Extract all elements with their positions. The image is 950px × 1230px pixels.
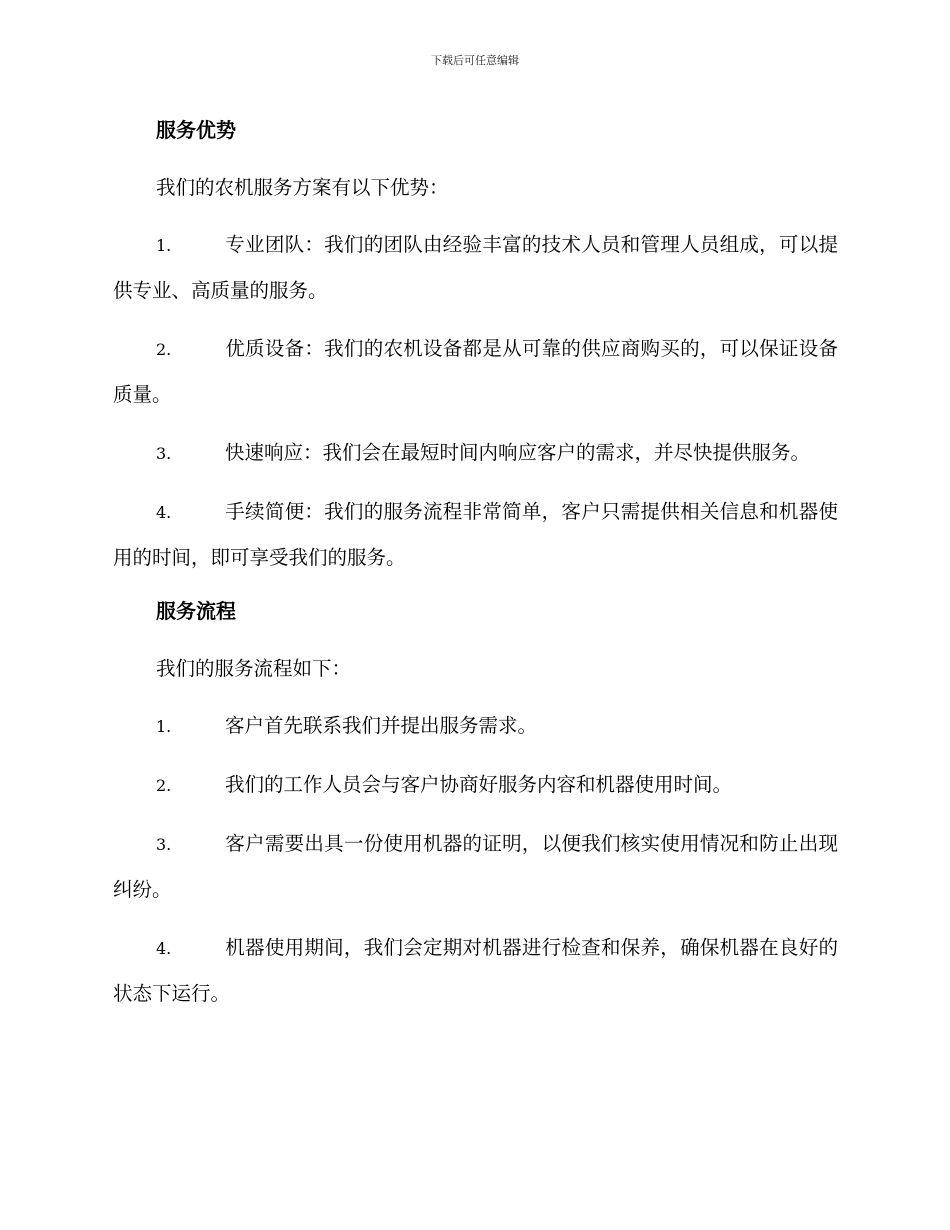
section-heading: 服务流程 bbox=[156, 599, 236, 623]
list-text: 客户首先联系我们并提出服务需求。 bbox=[225, 714, 538, 737]
list-text: 我们的工作人员会与客户协商好服务内容和机器使用时间。 bbox=[225, 773, 733, 796]
list-number: 3. bbox=[156, 444, 172, 463]
advantages-list bbox=[113, 222, 838, 580]
header-note: 下载后可任意编辑 bbox=[431, 54, 519, 67]
list-item bbox=[113, 326, 838, 417]
list-number: 3. bbox=[156, 835, 172, 854]
list-text: 优质设备：我们的农机设备都是从可靠的供应商购买的，可以保证设备质量。 bbox=[113, 337, 838, 406]
list-number: 1. bbox=[156, 236, 172, 255]
list-item bbox=[113, 925, 838, 1016]
list-number: 4. bbox=[156, 503, 172, 522]
section-service-process bbox=[113, 593, 838, 1016]
list-number: 2. bbox=[156, 776, 172, 795]
list-number: 2. bbox=[156, 340, 172, 359]
list-item bbox=[113, 703, 838, 749]
document-body bbox=[113, 112, 838, 1029]
list-item bbox=[113, 222, 838, 313]
list-item bbox=[113, 430, 838, 476]
list-text: 快速响应：我们会在最短时间内响应客户的需求，并尽快提供服务。 bbox=[225, 441, 811, 464]
list-item bbox=[113, 821, 838, 912]
list-text: 客户需要出具一份使用机器的证明，以便我们核实使用情况和防止出现纠纷。 bbox=[113, 832, 838, 901]
list-number: 4. bbox=[156, 939, 172, 958]
section-heading: 服务优势 bbox=[156, 118, 236, 142]
section-intro: 我们的服务流程如下： bbox=[156, 657, 352, 680]
list-item bbox=[113, 762, 838, 808]
list-text: 专业团队：我们的团队由经验丰富的技术人员和管理人员组成，可以提供专业、高质量的服务。 bbox=[113, 233, 838, 302]
list-number: 1. bbox=[156, 717, 172, 736]
section-service-advantages bbox=[113, 112, 838, 580]
list-text: 手续简便：我们的服务流程非常简单，客户只需提供相关信息和机器使用的时间，即可享受我们的服务。 bbox=[113, 500, 838, 569]
list-text: 机器使用期间，我们会定期对机器进行检查和保养，确保机器在良好的状态下运行。 bbox=[113, 936, 838, 1005]
process-list bbox=[113, 703, 838, 1016]
section-intro: 我们的农机服务方案有以下优势： bbox=[156, 176, 449, 199]
list-item bbox=[113, 489, 838, 580]
